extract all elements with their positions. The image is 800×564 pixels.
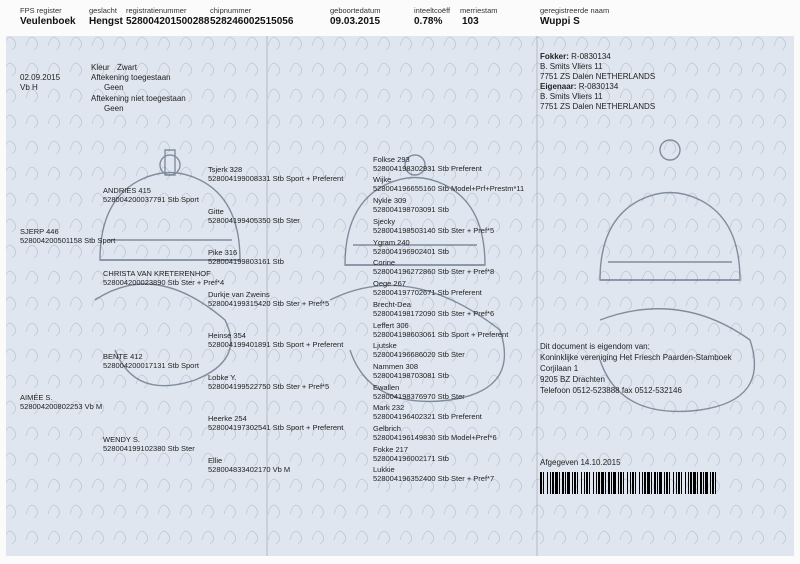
barcode [540,472,718,494]
gg-grandparent: Corine 528004196272860 Stb Ster + Pref*8 [373,258,495,276]
marking-label: Aftekening toegestaan [91,73,171,82]
gg-grandparent: Nammen 308 528004198703081 Stb [373,362,449,380]
gg-grandparent: Gelbrich 528004196149830 Stb Model+Pref*6 [373,424,497,442]
gender-label: geslacht [89,6,117,15]
chip-value: 528246002515056 [210,16,294,27]
count-label: merriestam [460,6,498,15]
grandparent: CHRISTA VAN KRETERENHOF 528004200023890 Stb Ster + Pref*4 [103,269,225,287]
grandparent: WENDY S. 528004199102380 Stb Ster [103,435,195,453]
name-value: Wuppi S [540,16,580,27]
great-grandparent: Durkje van Zweins 528004199315420 Stb Ster + Pref*5 [208,290,330,308]
breeder-name: B. Smits Vliers 11 [540,62,603,71]
info-code: Vb H [20,83,38,92]
society-line-3: Corjilaan 1 [540,364,579,373]
gg-grandparent: Oege 267 528004197702671 Stb Preferent [373,279,482,297]
issued-date: Afgegeven 14.10.2015 [540,458,621,467]
breeder-id: R-0830134 [571,52,611,61]
gg-grandparent: Wijke 528004196655160 Stb Model+Prf+Prestm*11 [373,175,525,193]
dam: AIMÉE S. 528004200802253 Vb M [20,393,103,411]
owner-id: R-0830134 [578,82,619,91]
owner-address: 7751 ZS Dalen NETHERLANDS [540,102,656,111]
owner-label: Eigenaar: [540,82,577,91]
inbreeding-label: inteeltcoëff [414,6,451,15]
dob-label: geboortedatum [330,6,381,15]
breeder-label: Fokker: [540,52,569,61]
color-label: Kleur [91,63,110,72]
great-grandparent: Gitte 528004199405350 Stb Ster [208,207,300,225]
info-date: 02.09.2015 [20,73,61,82]
inbreeding-value: 0.78% [414,16,443,27]
gg-grandparent: Fokke 217 528004196002171 Stb [373,445,449,463]
chip-label: chipnummer [210,6,252,15]
great-grandparent: Tsjerk 328 528004199008331 Stb Sport + Preferent [208,165,344,183]
color-value: Zwart [117,63,137,72]
marking-no-value: Geen [104,104,124,113]
marking-value: Geen [104,83,124,92]
gg-grandparent: Sjecky 528004198503140 Stb Ster + Pref*5 [373,217,495,235]
gg-grandparent: Brecht-Dea 528004198172090 Stb Ster + Pref*6 [373,300,495,318]
society-line-4: 9205 BZ Drachten [540,375,605,384]
society-line-5: Telefoon 0512-523888 fax 0512-532146 [540,386,682,395]
gg-grandparent: Ewallen 528004198376970 Stb Ster [373,383,465,401]
gg-grandparent: Lukkie 528004196352400 Stb Ster + Pref*7 [373,465,495,483]
gg-grandparent: Nykle 309 528004198703091 Stb [373,196,449,214]
name-label: geregistreerde naam [540,6,610,15]
regnr-value: 528004201500288 [126,16,210,27]
owner-name: B. Smits Vliers 11 [540,92,603,101]
great-grandparent: Ellie 528004833402170 Vb M [208,456,291,474]
society-line-2: Koninklijke vereniging Het Friesch Paarden-Stamboek [540,353,732,362]
grandparent: BENTE 412 528004200017131 Stb Sport [103,352,199,370]
gg-grandparent: Folkse 293 528004198302931 Stb Preferent [373,155,482,173]
gender-value: Hengst [89,16,123,27]
great-grandparent: Heinse 354 528004199401891 Stb Sport + Preferent [208,331,344,349]
sire: SJERP 446 528004200501158 Stb Sport [20,227,116,245]
register-label: FPS register [20,6,62,15]
gg-grandparent: Ygram 240 528004196902401 Stb [373,238,449,256]
gg-grandparent: Mark 232 528004196402321 Stb Preferent [373,403,482,421]
register-value: Veulenboek [20,16,76,27]
count-value: 103 [462,16,479,27]
breeder-address: 7751 ZS Dalen NETHERLANDS [540,72,656,81]
gg-grandparent: Ljutske 528004196686020 Stb Ster [373,341,465,359]
gg-grandparent: Leffert 306 528004198603061 Stb Sport + Preferent [373,321,509,339]
great-grandparent: Lobke Y. 528004199522750 Stb Ster + Pref*5 [208,373,330,391]
dob-value: 09.03.2015 [330,16,381,27]
marking-no-label: Aftekening niet toegestaan [91,94,186,103]
great-grandparent: Heerke 254 528004197302541 Stb Sport + Preferent [208,414,344,432]
grandparent: ANDRIES 415 528004200037791 Stb Sport [103,186,199,204]
great-grandparent: Pike 316 528004199803161 Stb [208,248,284,266]
regnr-label: registratienummer [126,6,187,15]
society-line-1: Dit document is eigendom van: [540,342,650,351]
